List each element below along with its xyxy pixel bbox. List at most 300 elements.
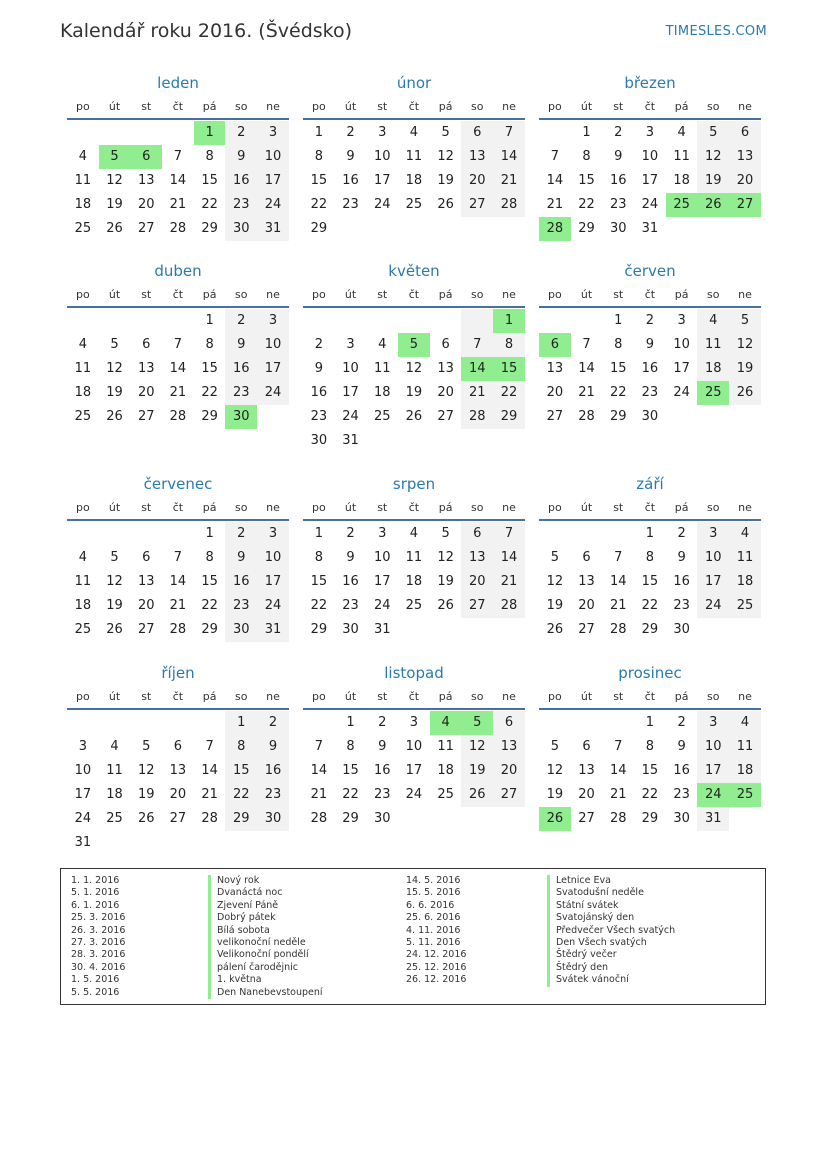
day-cell: 7 <box>173 337 183 352</box>
day-cell: 26 <box>461 783 493 807</box>
weekday-label: čt <box>408 287 420 301</box>
day-cell: 13 <box>493 735 525 759</box>
day-cell: 18 <box>74 385 92 400</box>
weekday-header <box>67 684 289 710</box>
weekday-label: pá <box>202 287 217 301</box>
holiday-day: 30 <box>225 405 257 429</box>
weekday-label: pá <box>674 287 689 301</box>
weekday-label: po <box>311 500 326 514</box>
day-cell: 31 <box>74 835 92 850</box>
weekday-label: čt <box>408 689 420 703</box>
day-cell: 3 <box>645 125 655 140</box>
day-cell: 2 <box>677 526 686 541</box>
day-cell: 28 <box>169 622 187 637</box>
day-cell: 31 <box>257 217 289 241</box>
weekday-label: čt <box>644 689 656 703</box>
day-cell: 16 <box>342 173 359 188</box>
day-cell: 27 <box>546 409 564 424</box>
holiday-day: 25 <box>697 381 729 405</box>
day-cell: 9 <box>645 337 655 352</box>
day-cell: 3 <box>677 313 686 328</box>
day-cell: 28 <box>609 622 627 637</box>
day-cell: 29 <box>201 622 218 637</box>
day-cell: 4 <box>78 550 87 565</box>
day-cell: 20 <box>461 570 493 594</box>
day-cell: 11 <box>373 361 391 376</box>
month-1 <box>67 72 289 241</box>
month-name: červenec <box>143 475 213 493</box>
day-cell: 16 <box>225 570 257 594</box>
day-cell: 11 <box>729 546 761 570</box>
day-cell: 20 <box>137 197 155 212</box>
day-cell: 5 <box>729 309 761 333</box>
day-cell: 28 <box>310 811 328 826</box>
day-cell: 16 <box>609 173 627 188</box>
empty-cell <box>366 309 398 333</box>
day-cell: 6 <box>142 337 151 352</box>
day-cell: 3 <box>697 522 729 546</box>
day-cell: 31 <box>342 433 359 448</box>
day-cell: 29 <box>225 807 257 831</box>
day-cell: 28 <box>169 221 187 236</box>
day-cell: 27 <box>461 193 493 217</box>
weekday-label: so <box>235 500 248 514</box>
day-cell: 6 <box>582 739 591 754</box>
day-cell: 23 <box>310 409 328 424</box>
holiday-list <box>60 868 766 1005</box>
day-cell: 25 <box>74 221 92 236</box>
day-cell: 28 <box>609 811 627 826</box>
holiday-name: Velikonoční pondělí <box>208 949 323 961</box>
holiday-date: 28. 3. 2016 <box>71 949 126 961</box>
weekday-label: pá <box>438 99 453 113</box>
day-cell: 13 <box>137 574 155 589</box>
weekday-label: so <box>235 99 248 113</box>
month-name: srpen <box>392 475 436 493</box>
weekday-header <box>303 94 525 120</box>
day-cell: 19 <box>106 197 123 212</box>
day-cell: 28 <box>493 193 525 217</box>
day-cell: 29 <box>310 622 328 637</box>
day-cell: 29 <box>493 405 525 429</box>
day-cell: 1 <box>582 125 591 140</box>
day-cell: 14 <box>578 361 595 376</box>
holiday-name: pálení čarodějnic <box>208 962 323 974</box>
day-cell: 25 <box>437 787 454 802</box>
day-cell: 9 <box>677 739 686 754</box>
day-grid <box>539 121 761 241</box>
day-cell: 14 <box>493 546 525 570</box>
holiday-dates-col-2 <box>406 875 466 987</box>
day-cell: 21 <box>310 787 328 802</box>
day-cell: 17 <box>257 570 289 594</box>
day-cell: 10 <box>405 739 423 754</box>
day-cell: 22 <box>310 598 328 613</box>
day-cell: 7 <box>614 739 623 754</box>
day-cell: 6 <box>173 739 183 754</box>
day-cell: 5 <box>550 550 559 565</box>
empty-cell <box>67 711 99 735</box>
day-cell: 3 <box>78 739 87 754</box>
holiday-day: 15 <box>493 357 525 381</box>
day-cell: 17 <box>373 574 391 589</box>
day-cell: 19 <box>106 598 123 613</box>
weekday-label: st <box>613 689 624 703</box>
weekday-label: po <box>547 99 562 113</box>
day-cell: 8 <box>225 735 257 759</box>
day-cell: 26 <box>546 622 564 637</box>
day-cell: 12 <box>405 361 423 376</box>
day-cell: 16 <box>673 574 690 589</box>
weekday-label: čt <box>408 500 420 514</box>
day-cell: 21 <box>169 598 187 613</box>
day-cell: 18 <box>106 787 123 802</box>
day-cell: 2 <box>614 125 623 140</box>
empty-cell <box>67 522 99 546</box>
holiday-date: 6. 6. 2016 <box>406 899 455 911</box>
weekday-label: ne <box>738 500 752 514</box>
day-cell: 1 <box>225 711 257 735</box>
day-cell: 26 <box>106 221 123 236</box>
day-cell: 30 <box>373 811 391 826</box>
day-cell: 4 <box>729 711 761 735</box>
holiday-date: 5. 1. 2016 <box>71 887 120 899</box>
weekday-label: po <box>75 500 90 514</box>
day-cell: 1 <box>314 526 323 541</box>
day-cell: 27 <box>493 783 525 807</box>
month-name: duben <box>154 262 202 280</box>
day-cell: 4 <box>78 337 87 352</box>
weekday-label: út <box>580 287 593 301</box>
day-cell: 25 <box>405 598 423 613</box>
weekday-label: čt <box>408 99 420 113</box>
day-cell: 24 <box>641 197 659 212</box>
holiday-name: Státní svátek <box>547 900 675 912</box>
weekday-label: po <box>547 689 562 703</box>
weekday-label: st <box>613 287 624 301</box>
day-cell: 18 <box>729 759 761 783</box>
holiday-name: Nový rok <box>208 875 323 887</box>
day-cell: 12 <box>546 763 564 778</box>
day-cell: 7 <box>582 337 591 352</box>
day-cell: 8 <box>645 550 655 565</box>
day-cell: 11 <box>697 333 729 357</box>
weekday-label: st <box>377 287 388 301</box>
day-cell: 31 <box>373 622 391 637</box>
day-cell: 11 <box>74 574 92 589</box>
day-grid <box>303 309 525 453</box>
holiday-date: 14. 5. 2016 <box>406 875 461 886</box>
day-cell: 6 <box>461 522 493 546</box>
holiday-date: 6. 1. 2016 <box>71 899 120 911</box>
weekday-label: po <box>75 287 90 301</box>
day-cell: 23 <box>673 787 690 802</box>
day-cell: 14 <box>609 763 627 778</box>
day-cell: 7 <box>173 550 183 565</box>
day-cell: 3 <box>257 121 289 145</box>
day-cell: 17 <box>673 361 690 376</box>
day-cell: 3 <box>409 715 419 730</box>
day-cell: 24 <box>342 409 359 424</box>
day-cell: 15 <box>201 173 218 188</box>
day-cell: 3 <box>378 526 387 541</box>
brand-link[interactable]: TIMESLES.COM <box>665 24 767 39</box>
day-cell: 28 <box>461 405 493 429</box>
day-cell: 14 <box>310 763 328 778</box>
holiday-date: 30. 4. 2016 <box>71 961 126 973</box>
day-cell: 28 <box>201 811 218 826</box>
day-grid <box>539 522 761 642</box>
day-grid <box>539 711 761 831</box>
day-cell: 5 <box>110 550 119 565</box>
month-5 <box>303 260 525 453</box>
day-cell: 29 <box>609 409 627 424</box>
day-cell: 19 <box>437 574 454 589</box>
day-cell: 14 <box>169 173 187 188</box>
day-cell: 13 <box>578 574 595 589</box>
day-cell: 30 <box>225 618 257 642</box>
weekday-label: so <box>471 500 484 514</box>
empty-cell <box>162 309 194 333</box>
day-cell: 17 <box>697 570 729 594</box>
day-cell: 19 <box>405 385 423 400</box>
day-cell: 27 <box>461 594 493 618</box>
month-name: únor <box>396 74 432 92</box>
day-cell: 12 <box>106 361 123 376</box>
day-cell: 14 <box>169 574 187 589</box>
empty-cell <box>430 309 462 333</box>
empty-cell <box>162 711 194 735</box>
holiday-name: Den Nanebevstoupení <box>208 987 323 999</box>
day-cell: 4 <box>697 309 729 333</box>
day-cell: 25 <box>106 811 123 826</box>
day-cell: 5 <box>697 121 729 145</box>
day-cell: 2 <box>225 121 257 145</box>
day-cell: 7 <box>205 739 214 754</box>
day-cell: 15 <box>310 173 328 188</box>
holiday-name: Den Všech svatých <box>547 937 675 949</box>
day-cell: 5 <box>441 526 450 541</box>
day-cell: 7 <box>493 121 525 145</box>
month-10 <box>67 662 289 855</box>
day-cell: 14 <box>609 574 627 589</box>
day-cell: 4 <box>677 125 686 140</box>
month-name: říjen <box>161 664 195 682</box>
day-cell: 22 <box>609 385 627 400</box>
weekday-label: út <box>108 99 121 113</box>
weekday-label: pá <box>202 689 217 703</box>
day-cell: 29 <box>578 221 595 236</box>
weekday-label: út <box>108 500 121 514</box>
day-cell: 9 <box>614 149 623 164</box>
weekday-header <box>303 495 525 521</box>
day-cell: 23 <box>342 598 359 613</box>
day-cell: 24 <box>373 197 391 212</box>
day-cell: 9 <box>346 149 355 164</box>
weekday-label: po <box>547 287 562 301</box>
holiday-name: Předvečer Všech svatých <box>547 925 675 937</box>
page-title: Kalendář roku 2016. (Švédsko) <box>60 20 353 42</box>
day-cell: 25 <box>405 197 423 212</box>
weekday-header <box>539 684 761 710</box>
day-cell: 27 <box>578 811 595 826</box>
day-cell: 26 <box>405 409 423 424</box>
day-cell: 20 <box>461 169 493 193</box>
day-cell: 19 <box>697 169 729 193</box>
day-cell: 10 <box>257 546 289 570</box>
weekday-label: čt <box>172 287 184 301</box>
day-cell: 10 <box>257 145 289 169</box>
weekday-header <box>303 282 525 308</box>
day-cell: 17 <box>342 385 359 400</box>
weekday-label: čt <box>644 500 656 514</box>
holiday-date: 5. 5. 2016 <box>71 986 120 998</box>
weekday-header <box>539 495 761 521</box>
day-cell: 1 <box>614 313 623 328</box>
month-3 <box>539 72 761 241</box>
day-cell: 12 <box>106 574 123 589</box>
day-cell: 12 <box>729 333 761 357</box>
day-cell: 21 <box>493 169 525 193</box>
day-cell: 4 <box>409 125 419 140</box>
day-cell: 13 <box>546 361 564 376</box>
weekday-header <box>539 94 761 120</box>
month-9 <box>539 473 761 642</box>
holiday-date: 4. 11. 2016 <box>406 924 461 936</box>
month-11 <box>303 662 525 831</box>
day-cell: 14 <box>493 145 525 169</box>
weekday-label: st <box>613 500 624 514</box>
empty-cell <box>162 522 194 546</box>
day-cell: 21 <box>578 385 595 400</box>
day-cell: 18 <box>74 598 92 613</box>
holiday-name: Bílá sobota <box>208 925 323 937</box>
weekday-label: út <box>344 689 357 703</box>
holiday-date: 1. 1. 2016 <box>71 875 120 886</box>
weekday-label: so <box>707 99 720 113</box>
day-cell: 20 <box>729 169 761 193</box>
day-cell: 20 <box>169 787 187 802</box>
day-cell: 24 <box>697 594 729 618</box>
day-cell: 17 <box>697 759 729 783</box>
month-name: březen <box>624 74 676 92</box>
day-cell: 7 <box>493 522 525 546</box>
day-cell: 24 <box>373 598 391 613</box>
day-cell: 10 <box>641 149 659 164</box>
day-cell: 7 <box>314 739 323 754</box>
holiday-day: 5 <box>398 333 430 357</box>
day-cell: 23 <box>225 381 257 405</box>
empty-cell <box>303 309 335 333</box>
day-cell: 31 <box>697 807 729 831</box>
holiday-name: Dvanáctá noc <box>208 887 323 899</box>
day-cell: 9 <box>225 333 257 357</box>
day-cell: 20 <box>578 598 595 613</box>
weekday-label: so <box>471 689 484 703</box>
day-cell: 18 <box>673 173 690 188</box>
day-cell: 1 <box>346 715 355 730</box>
day-cell: 8 <box>645 739 655 754</box>
day-grid <box>303 121 525 241</box>
holiday-date: 5. 11. 2016 <box>406 936 461 948</box>
day-cell: 7 <box>173 149 183 164</box>
day-cell: 13 <box>729 145 761 169</box>
holiday-day: 25 <box>666 193 698 217</box>
weekday-label: po <box>311 99 326 113</box>
day-grid <box>539 309 761 429</box>
day-cell: 25 <box>74 622 92 637</box>
empty-cell <box>99 522 131 546</box>
weekday-label: čt <box>172 689 184 703</box>
day-cell: 4 <box>409 526 419 541</box>
day-cell: 9 <box>225 546 257 570</box>
day-cell: 15 <box>641 763 659 778</box>
weekday-label: ne <box>738 99 752 113</box>
weekday-label: ne <box>266 500 280 514</box>
day-cell: 25 <box>729 594 761 618</box>
holiday-day: 14 <box>461 357 493 381</box>
day-cell: 2 <box>225 309 257 333</box>
day-cell: 22 <box>493 381 525 405</box>
day-cell: 18 <box>74 197 92 212</box>
empty-cell <box>335 309 367 333</box>
weekday-label: ne <box>266 689 280 703</box>
empty-cell <box>303 711 335 735</box>
holiday-name: velikonoční neděle <box>208 937 323 949</box>
day-cell: 17 <box>257 169 289 193</box>
day-cell: 6 <box>493 711 525 735</box>
day-cell: 30 <box>257 807 289 831</box>
day-cell: 7 <box>461 333 493 357</box>
day-cell: 29 <box>641 622 659 637</box>
day-cell: 21 <box>493 570 525 594</box>
day-cell: 10 <box>74 763 92 778</box>
empty-cell <box>539 121 571 145</box>
holiday-name: Zjevení Páně <box>208 900 323 912</box>
weekday-label: so <box>471 287 484 301</box>
holiday-dates-col-1 <box>71 875 125 999</box>
day-cell: 18 <box>437 763 454 778</box>
holiday-names-col-1 <box>208 875 323 999</box>
day-cell: 4 <box>378 337 387 352</box>
holiday-day: 27 <box>729 193 761 217</box>
day-cell: 30 <box>342 622 359 637</box>
weekday-label: st <box>377 500 388 514</box>
day-cell: 23 <box>641 385 659 400</box>
day-cell: 17 <box>641 173 659 188</box>
day-cell: 16 <box>641 361 659 376</box>
holiday-day: 6 <box>130 145 162 169</box>
day-cell: 21 <box>461 381 493 405</box>
day-cell: 23 <box>257 783 289 807</box>
day-cell: 3 <box>378 125 387 140</box>
day-cell: 11 <box>405 149 423 164</box>
day-cell: 20 <box>546 385 564 400</box>
weekday-label: pá <box>438 500 453 514</box>
day-cell: 18 <box>373 385 391 400</box>
weekday-label: pá <box>202 500 217 514</box>
day-cell: 29 <box>310 221 328 236</box>
day-cell: 12 <box>461 735 493 759</box>
month-name: květen <box>388 262 440 280</box>
holiday-date: 26. 12. 2016 <box>406 974 467 986</box>
day-cell: 15 <box>201 361 218 376</box>
day-cell: 1 <box>205 313 214 328</box>
day-grid <box>67 309 289 429</box>
weekday-label: ne <box>738 287 752 301</box>
weekday-label: pá <box>674 689 689 703</box>
day-cell: 10 <box>373 149 391 164</box>
